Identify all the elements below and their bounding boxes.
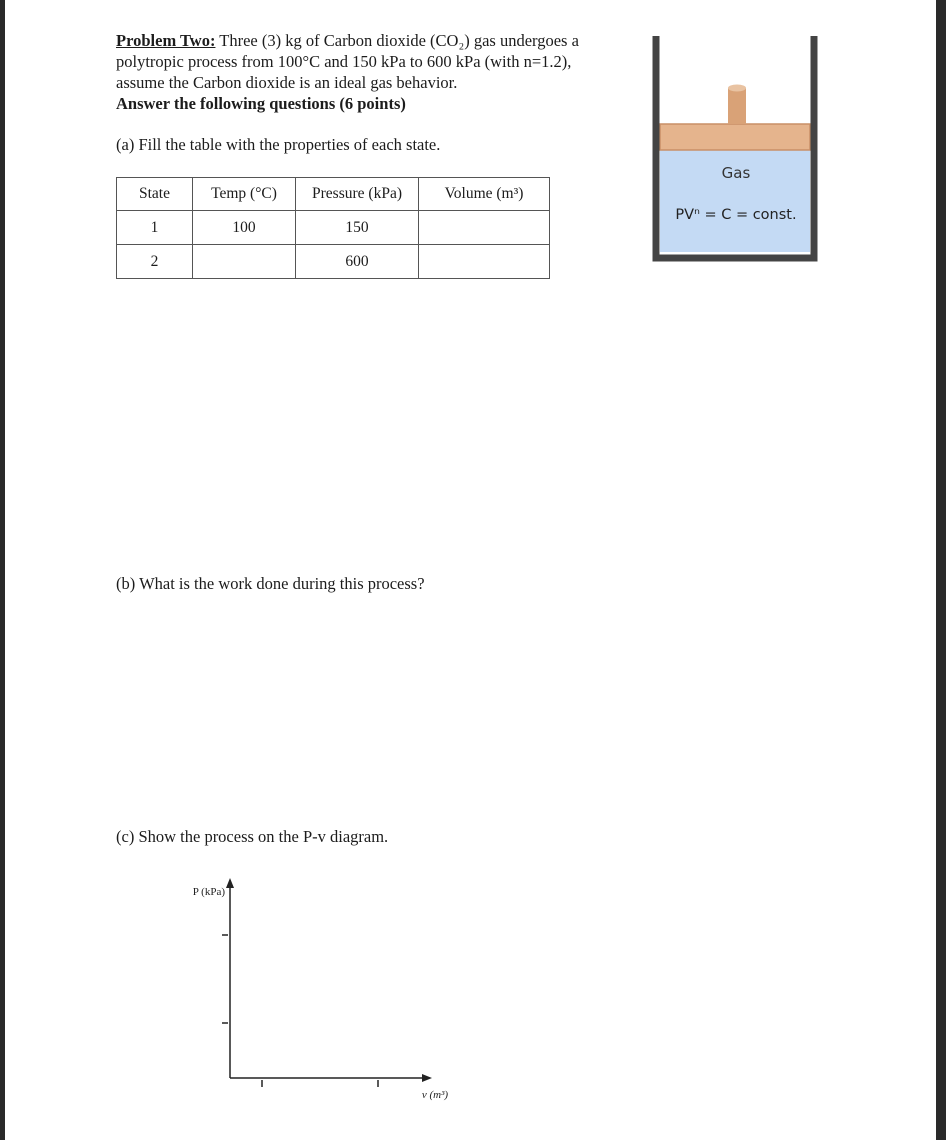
cell-temp[interactable]: 100 bbox=[193, 211, 296, 245]
header-state: State bbox=[117, 178, 193, 211]
gas-label: Gas bbox=[721, 164, 751, 182]
piston-rod bbox=[728, 88, 746, 124]
problem-line-1: Three (3) kg of Carbon dioxide (CO₂) gas undergoes a bbox=[215, 31, 579, 50]
cell-pressure[interactable]: 150 bbox=[296, 211, 419, 245]
question-a: (a) Fill the table with the properties of each state. bbox=[116, 135, 441, 154]
properties-table bbox=[116, 177, 550, 279]
page-right-border bbox=[936, 0, 946, 1140]
pv-diagram bbox=[170, 870, 470, 1110]
header-pressure: Pressure (kPa) bbox=[296, 178, 419, 211]
cell-state: 2 bbox=[117, 245, 193, 279]
v-axis-arrow-icon bbox=[422, 1074, 432, 1082]
cell-volume[interactable] bbox=[419, 245, 550, 279]
polytropic-equation: PVⁿ = C = const. bbox=[675, 207, 797, 223]
cell-volume[interactable] bbox=[419, 211, 550, 245]
page-left-border bbox=[0, 0, 5, 1140]
question-c: (c) Show the process on the P-v diagram. bbox=[116, 827, 389, 846]
cell-temp[interactable] bbox=[193, 245, 296, 279]
problem-statement bbox=[116, 30, 646, 114]
cell-state: 1 bbox=[117, 211, 193, 245]
cell-pressure[interactable]: 600 bbox=[296, 245, 419, 279]
piston bbox=[660, 124, 810, 150]
table-row bbox=[117, 211, 550, 245]
header-temp: Temp (°C) bbox=[193, 178, 296, 211]
piston-rod-top bbox=[728, 85, 746, 92]
problem-line-2: polytropic process from 100°C and 150 kPa to 600 kPa (with n=1.2), bbox=[116, 52, 572, 71]
problem-instructions: Answer the following questions (6 points) bbox=[116, 94, 406, 113]
table-header-row bbox=[117, 178, 550, 211]
table-row bbox=[117, 245, 550, 279]
header-volume: Volume (m³) bbox=[419, 178, 550, 211]
problem-line-3: assume the Carbon dioxide is an ideal gas behavior. bbox=[116, 73, 458, 92]
p-axis-label: P (kPa) bbox=[192, 886, 225, 898]
p-axis-arrow-icon bbox=[226, 878, 234, 888]
question-b: (b) What is the work done during this process? bbox=[116, 574, 425, 593]
v-axis-label: v (m³) bbox=[421, 1089, 449, 1101]
piston-cylinder-figure bbox=[652, 32, 820, 264]
problem-label: Problem Two: bbox=[116, 31, 216, 50]
